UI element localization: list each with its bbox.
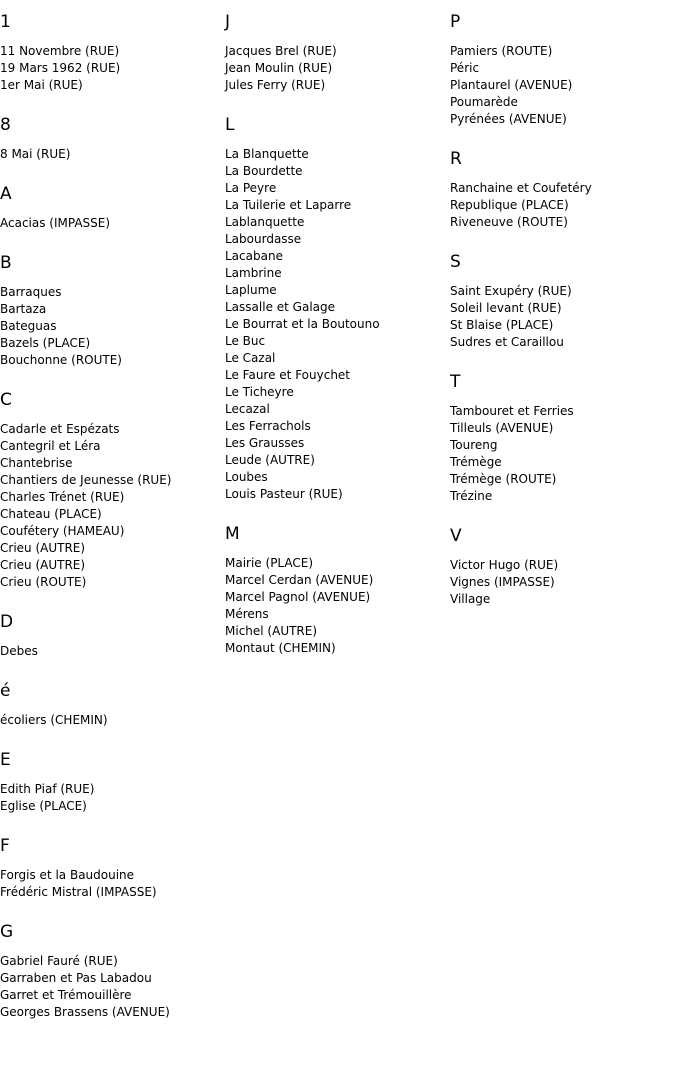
letter-group [0,612,220,660]
street-list [0,43,220,94]
street-link[interactable]: Chantiers de Jeunesse (RUE) [0,473,172,487]
street-link[interactable]: Garraben et Pas Labadou [0,971,152,985]
street-link[interactable]: La Peyre [225,181,277,195]
street-list [0,146,220,163]
street-link[interactable]: Toureng [450,438,498,452]
street-link[interactable]: Lablanquette [225,215,305,229]
street-link[interactable]: Les Ferrachols [225,419,311,433]
letter-heading: D [0,612,14,632]
letter-group [225,524,445,657]
letter-group [0,184,220,232]
street-link[interactable]: 8 Mai (RUE) [0,147,71,161]
street-link[interactable]: Barraques [0,285,62,299]
letter-heading: M [225,524,240,544]
street-link[interactable]: Bateguas [0,319,57,333]
street-list [225,43,445,94]
street-list [0,643,220,660]
street-link[interactable]: Garret et Trémouillère [0,988,132,1002]
street-list [225,146,445,503]
street-link[interactable]: La Bourdette [225,164,303,178]
street-link[interactable]: Forgis et la Baudouine [0,868,135,882]
street-list [450,43,670,128]
street-link[interactable]: Crieu (ROUTE) [0,575,87,589]
street-link[interactable]: Cadarle et Espézats [0,422,120,436]
street-link[interactable]: Republique (PLACE) [450,198,569,212]
letter-group [0,390,220,591]
street-link[interactable]: Sudres et Caraillou [450,335,564,349]
street-link[interactable]: Crieu (AUTRE) [0,541,86,555]
street-link[interactable]: Tambouret et Ferries [450,404,574,418]
street-list [450,180,670,231]
street-list [0,781,220,815]
street-link[interactable]: Lassalle et Galage [225,300,336,314]
street-link[interactable]: Loubes [225,470,268,484]
street-link[interactable]: Gabriel Fauré (RUE) [0,954,118,968]
street-list [450,283,670,351]
street-link[interactable]: Jules Ferry (RUE) [225,78,326,92]
letter-heading: P [450,12,461,32]
letter-heading: L [225,115,235,135]
street-link[interactable]: 1er Mai (RUE) [0,78,83,92]
letter-group [0,12,220,94]
letter-group [225,12,445,94]
street-link[interactable]: Chantebrise [0,456,73,470]
street-link[interactable]: Marcel Cerdan (AVENUE) [225,573,374,587]
letter-group [0,253,220,369]
letter-heading: F [0,836,10,856]
street-link[interactable]: écoliers (CHEMIN) [0,713,108,727]
letter-heading: G [0,922,14,942]
street-link[interactable]: Lacabane [225,249,283,263]
street-link[interactable]: Edith Piaf (RUE) [0,782,95,796]
street-link[interactable]: 11 Novembre (RUE) [0,44,120,58]
street-link[interactable]: Labourdasse [225,232,302,246]
street-list [0,284,220,369]
street-link[interactable]: Jacques Brel (RUE) [225,44,337,58]
letter-group [0,922,220,1021]
letter-group [0,115,220,163]
letter-heading: C [0,390,12,410]
letter-group [225,115,445,503]
street-link[interactable]: Le Bourrat et la Boutouno [225,317,380,331]
street-index-column-1 [0,0,220,1021]
street-link[interactable]: Bazels (PLACE) [0,336,91,350]
street-link[interactable]: Jean Moulin (RUE) [225,61,333,75]
street-link[interactable]: Lecazal [225,402,270,416]
letter-heading: é [0,681,11,701]
street-link[interactable]: Le Faure et Fouychet [225,368,351,382]
letter-heading: E [0,750,11,770]
street-link[interactable]: Pyrénées (AVENUE) [450,112,567,126]
street-link[interactable]: Poumarède [450,95,518,109]
street-list [0,215,220,232]
street-link[interactable]: Saint Exupéry (RUE) [450,284,572,298]
street-link[interactable]: La Blanquette [225,147,309,161]
street-link[interactable]: Marcel Pagnol (AVENUE) [225,590,371,604]
street-link[interactable]: Ranchaine et Coufetéry [450,181,592,195]
street-link[interactable]: Bouchonne (ROUTE) [0,353,122,367]
street-list [450,557,670,608]
street-link[interactable]: Frédéric Mistral (IMPASSE) [0,885,157,899]
street-link[interactable]: Les Grausses [225,436,305,450]
street-index-column-3 [450,0,670,608]
street-link[interactable]: Village [450,592,491,606]
street-link[interactable]: Eglise (PLACE) [0,799,87,813]
street-link[interactable]: Soleil levant (RUE) [450,301,562,315]
street-link[interactable]: Péric [450,61,480,75]
street-link[interactable]: St Blaise (PLACE) [450,318,554,332]
street-list [0,953,220,1021]
street-link[interactable]: Mérens [225,607,269,621]
letter-heading: R [450,149,462,169]
street-link[interactable]: Georges Brassens (AVENUE) [0,1005,170,1019]
street-link[interactable]: La Tuilerie et Laparre [225,198,352,212]
street-link[interactable]: Cantegril et Léra [0,439,101,453]
street-link[interactable]: Lambrine [225,266,282,280]
street-link[interactable]: Leude (AUTRE) [225,453,315,467]
letter-group [0,750,220,815]
street-list [225,555,445,657]
street-link[interactable]: Vignes (IMPASSE) [450,575,555,589]
letter-heading: 1 [0,12,11,32]
street-link[interactable]: Riveneuve (ROUTE) [450,215,568,229]
street-link[interactable]: Victor Hugo (RUE) [450,558,559,572]
letter-group [450,12,670,128]
street-link[interactable]: 19 Mars 1962 (RUE) [0,61,121,75]
street-list [0,867,220,901]
street-link[interactable]: Crieu (AUTRE) [0,558,86,572]
street-link[interactable]: Bartaza [0,302,47,316]
street-link[interactable]: Tilleuls (AVENUE) [450,421,554,435]
street-link[interactable]: Montaut (CHEMIN) [225,641,336,655]
letter-group [0,681,220,729]
street-link[interactable]: Le Ticheyre [225,385,294,399]
street-link[interactable]: Mairie (PLACE) [225,556,314,570]
letter-heading: J [225,12,231,32]
letter-heading: B [0,253,12,273]
street-link[interactable]: Acacias (IMPASSE) [0,216,111,230]
letter-heading: V [450,526,462,546]
street-link[interactable]: Trémège [450,455,502,469]
street-link[interactable]: Charles Trénet (RUE) [0,490,125,504]
letter-group [450,372,670,505]
letter-group [450,252,670,351]
letter-heading: A [0,184,12,204]
letter-heading: T [450,372,461,392]
letter-heading: 8 [0,115,11,135]
street-link[interactable]: Coufétery (HAMEAU) [0,524,125,538]
street-link[interactable]: Trémège (ROUTE) [450,472,557,486]
street-link[interactable]: Louis Pasteur (RUE) [225,487,343,501]
street-link[interactable]: Le Buc [225,334,266,348]
letter-group [450,149,670,231]
street-link[interactable]: Chateau (PLACE) [0,507,102,521]
letter-group [450,526,670,608]
letter-group [0,836,220,901]
street-link[interactable]: Trézine [450,489,493,503]
street-list [0,712,220,729]
street-link[interactable]: Plantaurel (AVENUE) [450,78,573,92]
street-link[interactable]: Debes [0,644,38,658]
street-list [0,421,220,591]
street-list [450,403,670,505]
street-index-column-2 [225,0,445,657]
street-link[interactable]: Le Cazal [225,351,276,365]
street-link[interactable]: Laplume [225,283,277,297]
letter-heading: S [450,252,461,272]
street-link[interactable]: Michel (AUTRE) [225,624,318,638]
street-link[interactable]: Pamiers (ROUTE) [450,44,553,58]
